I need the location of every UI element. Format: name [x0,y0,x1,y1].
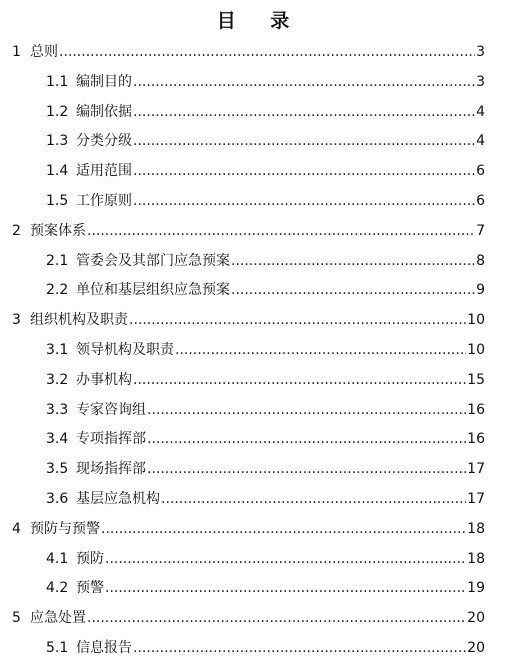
toc-section-entry[interactable] [0,574,506,604]
toc-entry-number: 2 [12,222,21,239]
toc-entry-page-number: 7 [476,222,485,239]
toc-entry-number: 3.6 [46,490,69,507]
toc-entry-number: 1.2 [46,103,69,120]
toc-entry-number: 3.3 [46,401,69,418]
toc-section-entry[interactable] [0,366,506,396]
toc-entry-page-number: 20 [467,639,485,656]
toc-entry-title: 管委会及其部门应急预案 [76,252,230,269]
toc-dot-leader [175,336,466,366]
toc-entry-page-number: 18 [467,520,485,537]
toc-section-entry[interactable] [0,545,506,575]
toc-entry-title: 预警 [76,580,104,597]
toc-entry-page-number: 10 [467,341,485,358]
toc-chapter-entry[interactable] [0,306,506,336]
toc-entry-page-number: 4 [476,103,485,120]
toc-dot-leader [133,187,475,217]
toc-entry-title: 编制目的 [76,73,132,90]
toc-section-entry[interactable] [0,187,506,217]
toc-entry-title: 分类分级 [76,133,132,150]
toc-section-entry[interactable] [0,98,506,128]
toc-entry-page-number: 17 [467,490,485,507]
toc-entry-number: 3.4 [46,431,69,448]
toc-entry-page-number: 16 [467,431,485,448]
toc-dot-leader [129,306,466,336]
toc-dot-leader [133,98,475,128]
toc-dot-leader [133,366,466,396]
toc-entry-page-number: 10 [467,312,485,329]
toc-entry-page-number: 4 [476,133,485,150]
toc-entry-number: 3.2 [46,371,69,388]
toc-entry-page-number: 20 [467,610,485,627]
toc-chapter-entry[interactable] [0,515,506,545]
toc-dot-leader [105,545,466,575]
toc-entry-number: 1 [12,44,21,60]
toc-section-entry[interactable] [0,247,506,277]
toc-section-entry[interactable] [0,336,506,366]
toc-entry-number: 1.4 [46,163,69,180]
toc-entry-title: 工作原则 [76,192,132,209]
toc-entry-title: 信息报告 [76,639,132,656]
toc-entry-page-number: 6 [476,163,485,180]
toc-dot-leader [147,455,466,485]
toc-entry-title: 预案体系 [30,222,86,239]
toc-dot-leader [133,634,466,664]
toc-entry-title: 预防 [76,550,104,567]
toc-entry-page-number: 3 [476,44,485,60]
toc-dot-leader [101,515,466,545]
toc-entry-number: 4.1 [46,550,69,567]
toc-entry-page-number: 16 [467,401,485,418]
toc-entry-title: 专项指挥部 [76,431,146,448]
toc-entry-page-number: 9 [476,282,485,299]
toc-entry-title: 专家咨询组 [76,401,146,418]
toc-entry-title: 组织机构及职责 [30,312,128,329]
toc-entry-number: 2.2 [46,282,69,299]
toc-entry-number: 3.1 [46,341,69,358]
toc-entry-title: 预防与预警 [30,520,100,537]
toc-entry-title: 单位和基层组织应急预案 [76,282,230,299]
toc-entry-page-number: 15 [467,371,485,388]
toc-section-entry[interactable] [0,157,506,187]
toc-entry-number: 4 [12,520,21,537]
toc-entry-title: 适用范围 [76,163,132,180]
toc-dot-leader [59,38,475,68]
toc-dot-leader [161,485,466,515]
toc-entry-number: 1.5 [46,192,69,209]
toc-section-entry[interactable] [0,276,506,306]
toc-entry-number: 1.1 [46,73,69,90]
toc-entry-number: 1.3 [46,133,69,150]
toc-chapter-entry[interactable] [0,217,506,247]
toc-dot-leader [147,396,466,426]
toc-entry-number: 5 [12,610,21,627]
toc-dot-leader [231,247,475,277]
toc-entry-title: 办事机构 [76,371,132,388]
toc-chapter-entry[interactable] [0,38,506,68]
toc-entry-page-number: 19 [467,580,485,597]
toc-section-entry[interactable] [0,127,506,157]
toc-entry-number: 4.2 [46,580,69,597]
toc-entry-page-number: 18 [467,550,485,567]
toc-title: 目 录 [216,10,304,32]
toc-section-entry[interactable] [0,425,506,455]
toc-section-entry[interactable] [0,485,506,515]
toc-dot-leader [133,68,475,98]
toc-dot-leader [147,425,466,455]
toc-entry-page-number: 6 [476,192,485,209]
toc-entry-title: 应急处置 [30,610,86,627]
toc-entry-number: 2.1 [46,252,69,269]
toc-section-entry[interactable] [0,634,506,664]
toc-entry-title: 总则 [30,44,58,60]
toc-entry-number: 3 [12,312,21,329]
toc-entry-title: 基层应急机构 [76,490,160,507]
toc-section-entry[interactable] [0,396,506,426]
toc-list [0,38,506,664]
toc-entry-number: 3.5 [46,461,69,478]
toc-entry-page-number: 8 [476,252,485,269]
toc-dot-leader [87,217,475,247]
toc-section-entry[interactable] [0,455,506,485]
toc-entry-page-number: 17 [467,461,485,478]
toc-dot-leader [87,604,466,634]
toc-section-entry[interactable] [0,68,506,98]
toc-dot-leader [133,127,475,157]
toc-entry-page-number: 3 [476,73,485,90]
toc-entry-number: 5.1 [46,639,69,656]
toc-dot-leader [133,157,475,187]
toc-entry-title: 编制依据 [76,103,132,120]
toc-chapter-entry[interactable] [0,604,506,634]
toc-dot-leader [231,276,475,306]
toc-entry-title: 现场指挥部 [76,461,146,478]
toc-entry-title: 领导机构及职责 [76,341,174,358]
toc-dot-leader [105,574,466,604]
